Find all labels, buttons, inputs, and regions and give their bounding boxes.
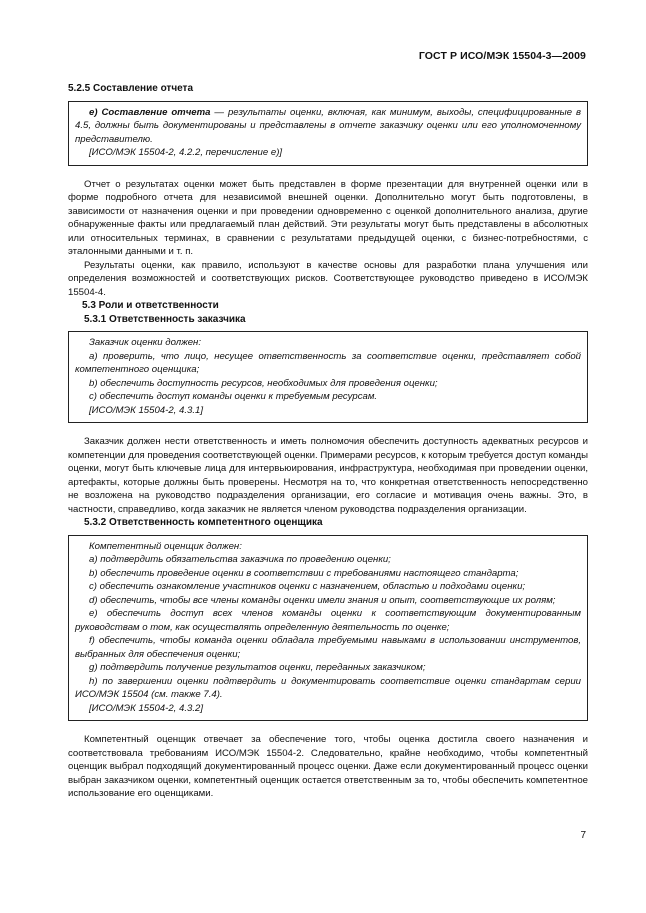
paragraph: Компетентный оценщик отвечает за обеспечение того, чтобы оценка достигла своего назначения и соответствовала требованиям ИСО/МЭК 15504-2. Следовательно, крайне необходимо, чтобы компетентный оценщик выбрал подходящий документированный процесс оценки. Даже если документированный процесс оценки выбран заказчиком оценки, компетентный оценщик остается ответственным за то, чтобы обеспечить компетентное использование его оценщиками. xyxy=(68,734,588,799)
heading-5-3-1: 5.3.1 Ответственность заказчика xyxy=(84,313,246,325)
requirement-box-5-2-5 xyxy=(68,101,588,166)
box-line: b) обеспечить доступность ресурсов, необходимых для проведения оценки; xyxy=(89,377,438,389)
box-line: f) обеспечить, чтобы команда оценки обладала требуемыми навыками в использовании инструментов, выбранных для обеспечения оценки; xyxy=(75,635,581,660)
heading-5-2-5: 5.2.5 Составление отчета xyxy=(68,83,194,94)
box-line: g) подтвердить получение результатов оценки, переданных заказчиком; xyxy=(89,662,426,673)
box-line: d) обеспечить, чтобы все члены команды оценки имели знания и опыт, соответствующие их ролям; xyxy=(89,594,556,606)
requirement-box-5-3-2 xyxy=(68,535,588,722)
heading-5-3-2: 5.3.2 Ответственность компетентного оценщика xyxy=(84,517,323,528)
box-line: Заказчик оценки должен: xyxy=(89,337,201,348)
box-line: c) обеспечить ознакомление участников оценки с назначением, областью и подходами оценки; xyxy=(89,581,526,592)
document-id-header: ГОСТ Р ИСО/МЭК 15504-3—2009 xyxy=(418,50,586,62)
box-line: a) подтвердить обязательства заказчика по проведению оценки; xyxy=(89,554,391,565)
page-content xyxy=(68,82,588,801)
box-line: Компетентный оценщик должен: xyxy=(89,540,242,552)
requirement-box-5-3-1 xyxy=(68,331,588,423)
box-line: a) проверить, что лицо, несущее ответственность за соответствие оценки, представляет собой компетентного оценщика; xyxy=(75,350,581,375)
box-line: c) обеспечить доступ команды оценки к требуемым ресурсам. xyxy=(89,391,378,402)
box-line: e) обеспечить доступ всех членов команды оценки к соответствующим документированным руководствам о том, как осуществлять определенную деятельность по оценке; xyxy=(75,608,581,633)
box-line: h) по завершении оценки подтвердить и документировать соответствие оценки стандартам серии ИСО/МЭК 15504 (см. также 7.4). xyxy=(75,675,581,700)
paragraph: Результаты оценки, как правило, используют в качестве основы для разработки плана улучшения или определения возможностей и соответствующих рисков. Соответствующее руководство приведено в ИСО/МЭК 15504-4. xyxy=(68,259,588,298)
paragraph: Отчет о результатах оценки может быть представлен в форме презентации для внутренней оценки или в форме подробного отчета для независимой внешней оценки. Дополнительно могут быть подготовлены, в зависимости от назначения оценки и при проведении одновременно с оценкой дополнительного анализа, другие обнаруженные факты или предлагаемый план действий. Эти результаты могут быть представлены в абсолютных или относительных терминах, в сравнении с результатами предыдущей оценки, с бизнес-потребностями, с эталонными данными и т. п. xyxy=(68,178,588,257)
paragraph: Заказчик должен нести ответственность и иметь полномочия обеспечить доступность адекватных ресурсов и компетенции для проведения соответствующей оценки. Примерами ресурсов, к которым требуется доступ команды оценки, могут быть ключевые лица для интервьюирования, инфраструктура, необходимая при проведении оценки, артефакты, которые должны быть проверены. Несмотря на то, что конкретная ответственность непосредственно не возложена на руководство подразделения организации, его согласие и мотивация очень важны. Это, в частности, справедливо, когда заказчик не является членом руководства подразделения организации. xyxy=(68,436,588,515)
box-line: b) обеспечить проведение оценки в соответствии с требованиями настоящего стандарта; xyxy=(89,567,519,579)
page-number: 7 xyxy=(580,830,586,841)
box-reference: [ИСО/МЭК 15504-2, 4.2.2, перечисление е)] xyxy=(89,147,283,158)
heading-5-3: 5.3 Роли и ответственности xyxy=(82,300,219,311)
box-text: — результаты оценки, включая, как минимум, выходы, специфицированные в 4.5, должны быть документированы и представлены в отчете заказчику оценки или его уполномоченному представителю. xyxy=(75,106,582,145)
box-reference: [ИСО/МЭК 15504-2, 4.3.1] xyxy=(89,404,203,416)
box-label: e) Составление отчета xyxy=(89,106,211,118)
box-reference: [ИСО/МЭК 15504-2, 4.3.2] xyxy=(89,702,203,714)
